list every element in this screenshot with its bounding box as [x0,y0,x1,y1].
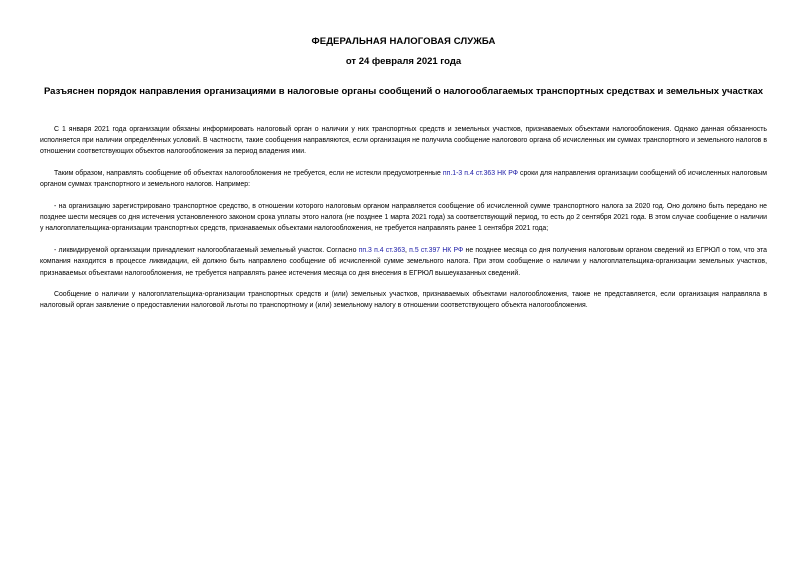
paragraph-1: С 1 января 2021 года организации обязаны информировать налоговый орган о наличии у них транспортных средств и земельных участков, признаваемых объектами налогообложения. Однако данная обязанность исполняется при наличии определённых условий. В частности, такие сообщения направляются, если организация не получила сообщение налогового органа об исчисленных им суммах транспортного и земельного налогов в отношении соответствующих объектов налогообложения за период владения ими. [40,126,767,156]
paragraph-4 [40,245,767,279]
paragraph-5: Сообщение о наличии у налогоплательщика-организации транспортных средств и (или) земельных участков, признаваемых объектами налогообложения, также не представляется, если организация направляла в налоговый орган заявление о предоставлении налоговой льготы по транспортному и (или) земельному налогу в отношении соответствующего объекта налогообложения. [40,291,767,310]
document-date: от 24 февраля 2021 года [345,56,462,67]
paragraph-2-text-end: сроки для направления организации сообщений об исчисленных налоговым органом суммах транспортного и земельного налогов. Например: [40,170,767,189]
law-link-pp1-3-p4-st363[interactable]: пп.1-3 п.4 ст.363 НК РФ [442,170,518,178]
paragraph-3: - на организацию зарегистрировано транспортное средство, в отношении которого налоговым органом направляется сообщение об исчисленной сумме транспортного налога за 2020 год. Оно должно быть передано не позднее шести месяцев со дня истечения установленного законом срока уплаты этого налога (не позднее 1 марта 2021 года) за соответствующий период, то есть до 2 сентября 2021 года. В этом случае сообщение о наличии у налогоплательщика-организации транспортных средств, признаваемых объектами налогообложения, не требуется направлять ранее 1 сентября 2021 года; [40,203,767,233]
link-separator: , [405,247,410,255]
agency-name: ФЕДЕРАЛЬНАЯ НАЛОГОВАЯ СЛУЖБА [311,36,496,47]
paragraph-2-text-start: Таким образом, направлять сообщение об объектах налогообложения не требуется, если не истекли предусмотренные [54,170,443,178]
law-link-pp3-p4-st363[interactable]: пп.3 п.4 ст.363 [358,247,406,255]
paragraph-4-text-start: - ликвидируемой организации принадлежит налогооблагаемый земельный участок. Согласно [54,247,359,255]
paragraph-4-text-end: не позднее месяца со дня получения налоговым органом сведений из ЕГРЮЛ о том, что эта компания находится в процессе ликвидации, ей должно быть направлено сообщение об исчисленной сумме земельного налога. При этом сообщение о наличии у налогоплательщика-организации земельных участков, признаваемых объектами налогообложения, не требуется направлять ранее истечения месяца со дня внесения в ЕГРЮЛ вышеуказанных сведений. [40,247,767,277]
law-link-p5-st397[interactable]: п.5 ст.397 НК РФ [409,247,464,255]
paragraph-2 [40,168,767,190]
document-title: Разъяснен порядок направления организациями в налоговые органы сообщений о налогооблагаемых транспортных средствах и земельных участках [43,86,764,97]
document-body [40,124,767,312]
